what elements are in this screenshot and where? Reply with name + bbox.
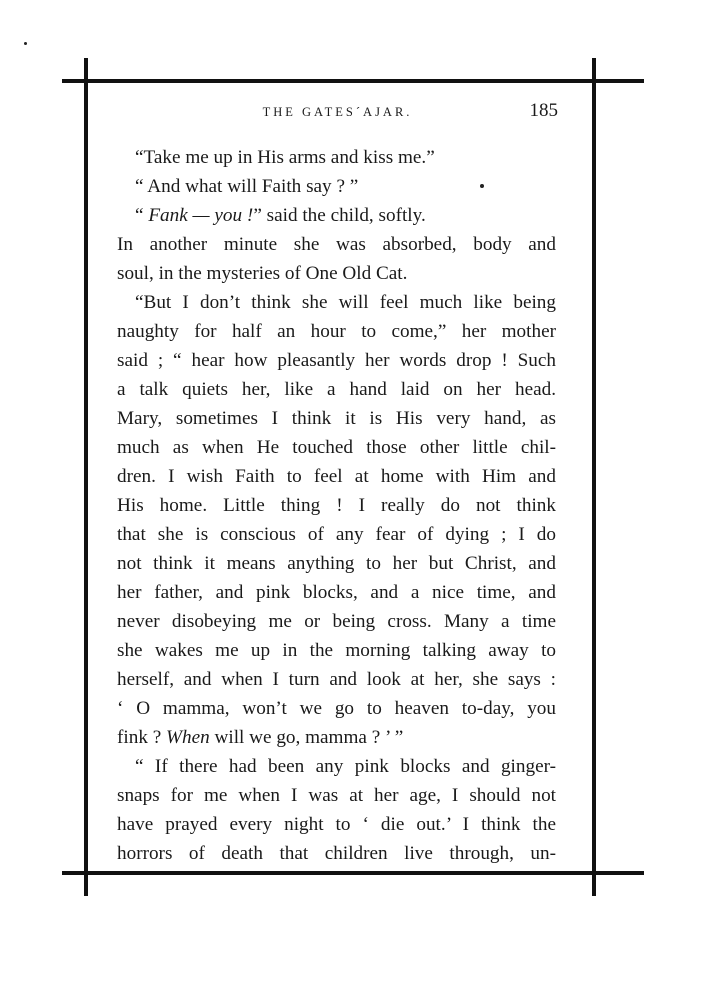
text-line — [117, 317, 556, 346]
running-header — [117, 100, 558, 124]
text-segment: “But I don’t think she will feel much like being — [135, 292, 556, 313]
text-segment: that she is conscious of any fear of dying ; I do — [117, 524, 556, 545]
text-segment: not think it means anything to her but Christ, and — [117, 553, 556, 574]
text-line — [117, 491, 556, 520]
text-line — [117, 462, 556, 491]
text-segment: “ If there had been any pink blocks and ginger- — [135, 756, 556, 777]
text-line — [117, 520, 556, 549]
text-segment: herself, and when I turn and look at her, she says : — [117, 669, 556, 690]
text-segment: a talk quiets her, like a hand laid on her head. — [117, 379, 556, 400]
page-number: 185 — [529, 100, 558, 121]
text-segment: fink ? — [117, 727, 167, 748]
text-line — [117, 694, 556, 723]
text-line — [117, 143, 556, 172]
text-line — [117, 723, 556, 752]
text-line — [117, 230, 556, 259]
text-segment: ” said the child, softly. — [253, 205, 426, 226]
body-text — [117, 143, 556, 868]
frame-right-rule — [592, 58, 596, 896]
text-segment: said ; “ hear how pleasantly her words drop ! Such — [117, 350, 556, 371]
text-line — [117, 201, 556, 230]
text-segment: ‘ O mamma, won’t we go to heaven to-day, you — [117, 698, 556, 719]
frame-top-rule — [62, 79, 644, 83]
text-segment: much as when He touched those other little chil- — [117, 437, 556, 458]
text-segment: Mary, sometimes I think it is His very hand, as — [117, 408, 556, 429]
italic-text: Fank — you ! — [148, 205, 254, 226]
text-line — [117, 752, 556, 781]
text-line — [117, 665, 556, 694]
text-line — [117, 607, 556, 636]
text-segment: “ — [135, 205, 149, 226]
ink-speck — [24, 42, 27, 45]
text-segment: dren. I wish Faith to feel at home with Him and — [117, 466, 556, 487]
italic-text: When — [166, 727, 210, 748]
text-line — [117, 288, 556, 317]
frame-bottom-rule — [62, 871, 644, 875]
text-line — [117, 433, 556, 462]
text-line — [117, 636, 556, 665]
text-segment: have prayed every night to ‘ die out.’ I think the — [117, 814, 556, 835]
text-line — [117, 346, 556, 375]
text-line — [117, 839, 556, 868]
text-segment: she wakes me up in the morning talking away to — [117, 640, 556, 661]
text-line — [117, 810, 556, 839]
text-segment: snaps for me when I was at her age, I should not — [117, 785, 556, 806]
text-segment: His home. Little thing ! I really do not think — [117, 495, 556, 516]
text-line — [117, 578, 556, 607]
text-segment: her father, and pink blocks, and a nice time, and — [117, 582, 556, 603]
text-line — [117, 172, 556, 201]
text-segment: will we go, mamma ? ’ ” — [209, 727, 404, 748]
running-title: THE GATES´AJAR. — [262, 105, 413, 119]
text-line — [117, 404, 556, 433]
frame-left-rule — [84, 58, 88, 896]
text-line — [117, 375, 556, 404]
text-line — [117, 549, 556, 578]
text-segment: “ And what will Faith say ? ” — [135, 176, 359, 197]
text-segment: “Take me up in His arms and kiss me.” — [135, 147, 435, 168]
text-segment: horrors of death that children live through, un- — [117, 843, 556, 864]
text-line — [117, 781, 556, 810]
text-segment: naughty for half an hour to come,” her mother — [117, 321, 556, 342]
text-line — [117, 259, 556, 288]
text-segment: soul, in the mysteries of One Old Cat. — [117, 263, 408, 284]
text-segment: never disobeying me or being cross. Many a time — [117, 611, 556, 632]
text-segment: In another minute she was absorbed, body and — [117, 234, 556, 255]
